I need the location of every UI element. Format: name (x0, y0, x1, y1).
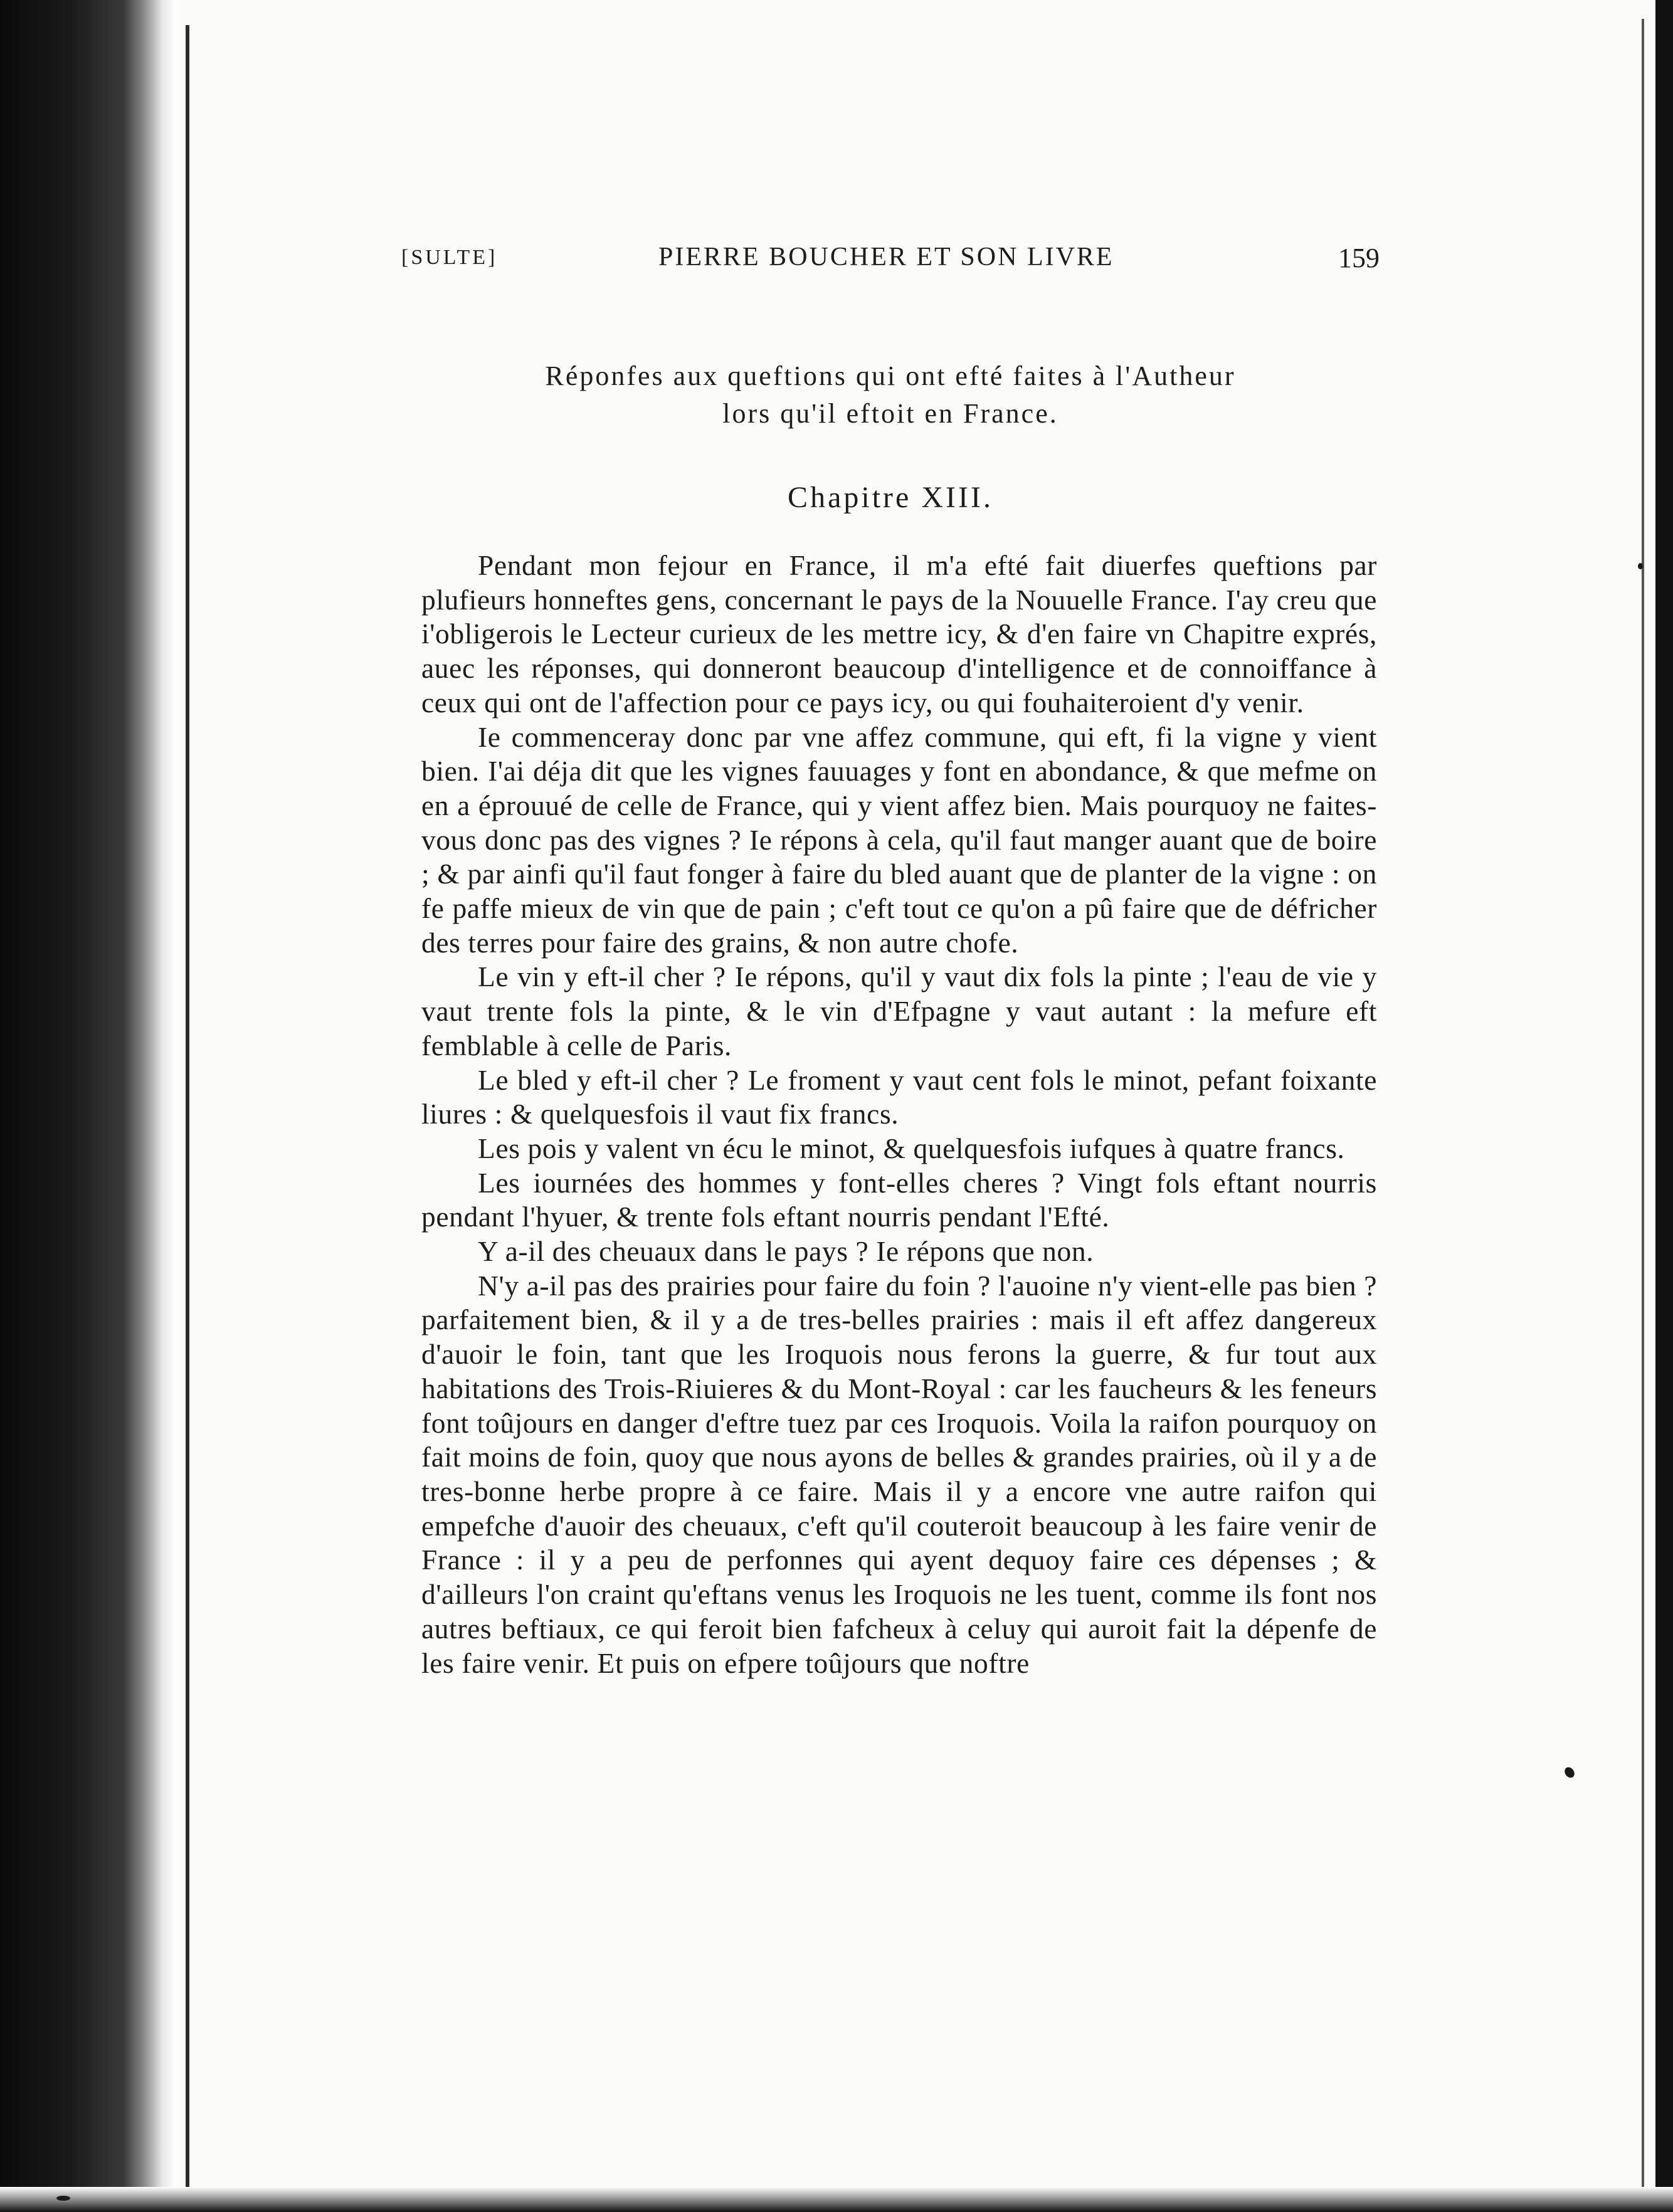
scan-speck (1563, 1766, 1576, 1780)
section-heading-line2: lors qu'il eftoit en France. (722, 398, 1058, 429)
paragraph: Les iournées des hommes y font-elles cheres ? Vingt fols eftant nourris pendant l'hyuer, & trente fols eftant nourris pendant l'Efté. (421, 1166, 1377, 1233)
page-number: 159 (1338, 243, 1380, 273)
scan-speck (56, 2196, 70, 2201)
body-text (421, 549, 1377, 1903)
running-header (401, 242, 1380, 280)
chapter-title: Chapitre XIII. (788, 481, 993, 514)
paragraph: Y a-il des cheuaux dans le pays ? Ie répons que non. (478, 1235, 1094, 1268)
paragraph: Le vin y eft-il cher ? Ie répons, qu'il y vaut dix fols la pinte ; l'eau de vie y vaut trente fols la pinte, & le vin d'Efpagne y vaut autant : la mefure eft femblable à celle de Paris. (421, 961, 1377, 1061)
paragraph: Le bled y eft-il cher ? Le froment y vaut cent fols le minot, pefant foixante liures : & quelquesfois il vaut fix francs. (421, 1063, 1377, 1130)
paragraph: Ie commenceray donc par vne affez commune, qui eft, fi la vigne y vient bien. I'ai déja dit que les vignes fauuages y font en abondance, & que mefme on en a éprouué de celle de France, qui y vient affez bien. Mais pourquoy ne faites-vous donc pas des vignes ? Ie répons à cela, qu'il faut manger auant que de boire ; & par ainfi qu'il faut fonger à faire du bled auant que de planter de la vigne : on fe paffe mieux de vin que de pain ; c'eft tout ce qu'on a pû faire que de défricher des terres pour faire des grains, & non autre chofe. (421, 720, 1377, 959)
running-head-title: PIERRE BOUCHER ET SON LIVRE (658, 243, 1114, 271)
running-head-left: [SULTE] (401, 246, 498, 269)
paragraph: N'y a-il pas des prairies pour faire du foin ? l'auoine n'y vient-elle pas bien ? parfaitement bien, & il y a de tres-belles prairies : mais il eft affez dangereux d'auoir le foin, tant que les Iroquois nous ferons la guerre, & fur tout aux habitations des Trois-Riuieres & du Mont-Royal : car les faucheurs & les feneurs font toûjours en danger d'eftre tuez par ces Iroquois. Voila la raifon pourquoy on fait moins de foin, quoy que nous ayons de belles & grandes prairies, où il y a de tres-bonne herbe propre à ce faire. Mais il y a encore vne autre raifon qui empefche d'auoir des cheuaux, c'eft qu'il couteroit beaucoup à les faire venir de France : il y a peu de perfonnes qui ayent dequoy faire ces dépenses ; & d'ailleurs l'on craint qu'eftans venus les Iroquois ne les tuent, comme ils font nos autres beftiaux, ce qui feroit bien fafcheux à celuy qui auroit fait la dépenfe de les faire venir. Et puis on efpere toûjours que noftre (421, 1269, 1377, 1679)
book-binding-shadow (0, 0, 177, 2212)
scan-right-border (1655, 0, 1673, 2212)
paragraph: Pendant mon fejour en France, il m'a efté fait diuerfes queftions par plufieurs honneftes gens, concernant le pays de la Nouuelle France. I'ay creu que i'obligerois le Lecteur curieux de les mettre icy, & d'en faire vn Chapitre exprés, auec les réponses, qui donneront beaucoup d'intelligence et de connoiffance à ceux qui ont de l'affection pour ce pays icy, ou qui fouhaiteroient d'y venir. (421, 549, 1377, 719)
section-heading-line1: Réponfes aux queftions qui ont efté faites à l'Autheur (545, 361, 1236, 391)
paragraph: Les pois y valent vn écu le minot, & quelquesfois iufques à quatre francs. (478, 1132, 1345, 1164)
scan-speck (1638, 563, 1643, 569)
page-gutter-line (186, 25, 189, 2194)
page-right-edge (1642, 19, 1644, 2194)
scan-bottom-border (0, 2187, 1673, 2212)
